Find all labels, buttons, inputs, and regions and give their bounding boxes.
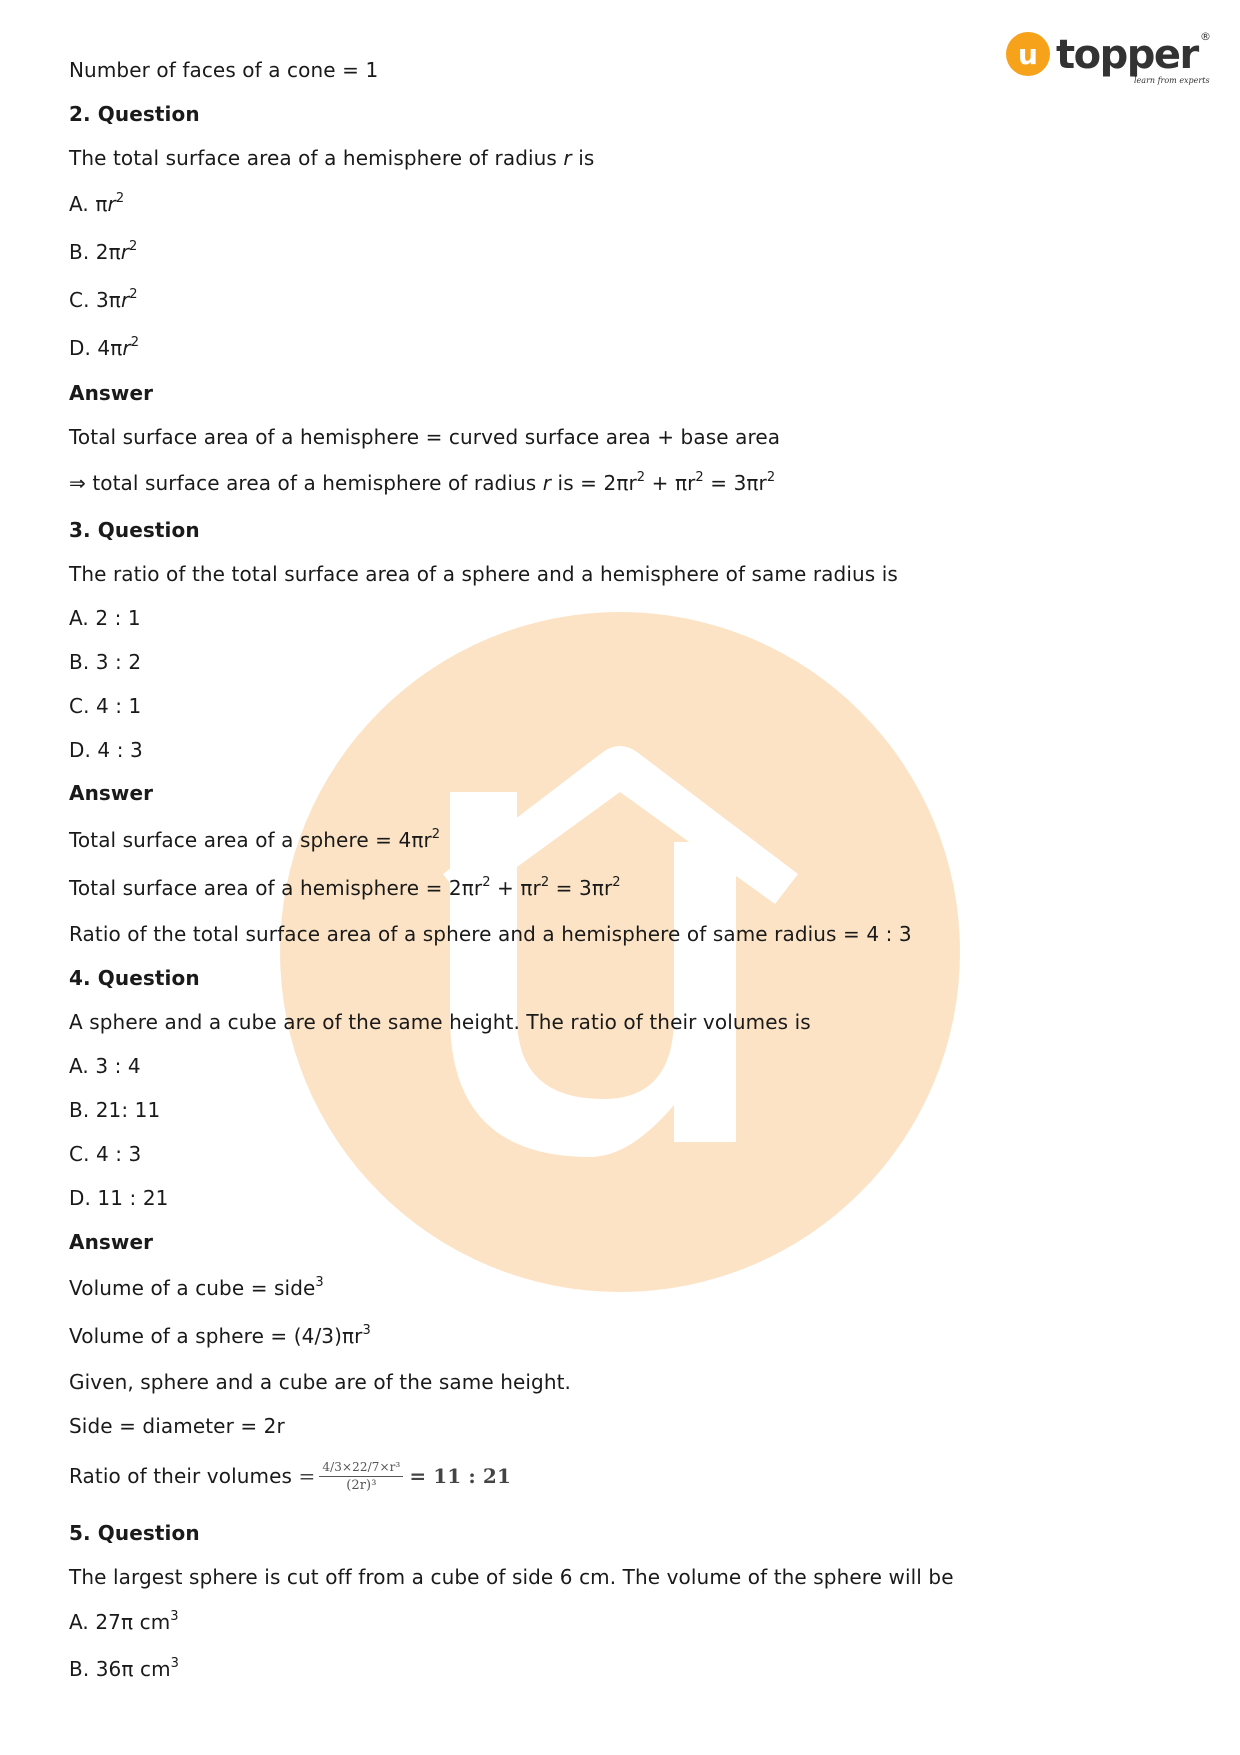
q4-answer-heading: Answer bbox=[69, 1230, 154, 1254]
q2-option-d: D. $4\pi r^2$ bbox=[69, 335, 140, 360]
q2-answer-heading: Answer bbox=[69, 381, 154, 405]
q2-option-b: B. $2\pi r^2$ bbox=[69, 239, 138, 264]
q4-option-b: B. 21: 11 bbox=[69, 1098, 161, 1122]
q3-heading: 3. Question bbox=[69, 518, 200, 542]
q2-answer-line-2: ⇒ total surface area of a hemisphere of radius r is = $2\pi r^2 + \pi r^2 = 3\pi r^2$ bbox=[69, 470, 776, 495]
q5-heading: 5. Question bbox=[69, 1521, 200, 1545]
q3-option-d: D. 4 : 3 bbox=[69, 738, 143, 762]
q3-answer-line-1: Total surface area of a sphere = $4\pi r^2$ bbox=[69, 827, 441, 852]
q2-stem: The total surface area of a hemisphere of radius r is bbox=[69, 146, 595, 170]
q5-option-b: B. 36π $cm^3$ bbox=[69, 1656, 180, 1681]
q4-option-d: D. 11 : 21 bbox=[69, 1186, 169, 1210]
logo-registered-mark: ® bbox=[1200, 30, 1211, 43]
watermark-logo-icon bbox=[280, 612, 960, 1292]
q3-option-b: B. 3 : 2 bbox=[69, 650, 142, 674]
q4-answer-line-1: Volume of a cube = side$^3$ bbox=[69, 1275, 324, 1300]
q4-answer-line-2: Volume of a sphere = $(4/3)\pi r^3$ bbox=[69, 1323, 371, 1348]
q4-option-c: C. 4 : 3 bbox=[69, 1142, 142, 1166]
q4-answer-line-3: Given, sphere and a cube are of the same height. bbox=[69, 1370, 571, 1394]
logo-tagline: learn from experts bbox=[1134, 76, 1210, 85]
q4-stem: A sphere and a cube are of the same height. The ratio of their volumes is bbox=[69, 1010, 811, 1034]
logo-name: topper bbox=[1056, 32, 1198, 78]
ratio-fraction: $\frac{\text{4/3×22/7×r³}}{\text{(2r)³}}$ bbox=[319, 1460, 403, 1495]
q2-option-a: A. $\pi r^2$ bbox=[69, 191, 125, 216]
q2-option-c: C. $3\pi r^2$ bbox=[69, 287, 138, 312]
q4-answer-line-4: Side = diameter = 2r bbox=[69, 1414, 285, 1438]
q3-answer-line-2: Total surface area of a hemisphere = $2\pi r^2 + \pi r^2 = 3\pi r^2$ bbox=[69, 875, 621, 900]
q2-answer-line-1: Total surface area of a hemisphere = curved surface area + base area bbox=[69, 425, 781, 449]
intro-line: Number of faces of a cone = 1 bbox=[69, 58, 379, 82]
q3-stem: The ratio of the total surface area of a sphere and a hemisphere of same radius is bbox=[69, 562, 898, 586]
q5-option-a: A. 27π $cm^3$ bbox=[69, 1609, 179, 1634]
q3-answer-line-3: Ratio of the total surface area of a sphere and a hemisphere of same radius = 4 : 3 bbox=[69, 922, 912, 946]
q5-stem: The largest sphere is cut off from a cube of side 6 cm. The volume of the sphere will be bbox=[69, 1565, 954, 1589]
q3-option-c: C. 4 : 1 bbox=[69, 694, 142, 718]
q4-option-a: A. 3 : 4 bbox=[69, 1054, 141, 1078]
q2-heading: 2. Question bbox=[69, 102, 200, 126]
q3-option-a: A. 2 : 1 bbox=[69, 606, 141, 630]
logo-letter: u bbox=[1018, 38, 1038, 71]
q4-heading: 4. Question bbox=[69, 966, 200, 990]
utopper-logo bbox=[1004, 26, 1214, 92]
q4-ratio-line: Ratio of their volumes = $\frac{\text{4/3×22/7×r³}}{\text{(2r)³}}$ = 11 : 21 bbox=[69, 1460, 511, 1493]
q3-answer-heading: Answer bbox=[69, 781, 154, 805]
